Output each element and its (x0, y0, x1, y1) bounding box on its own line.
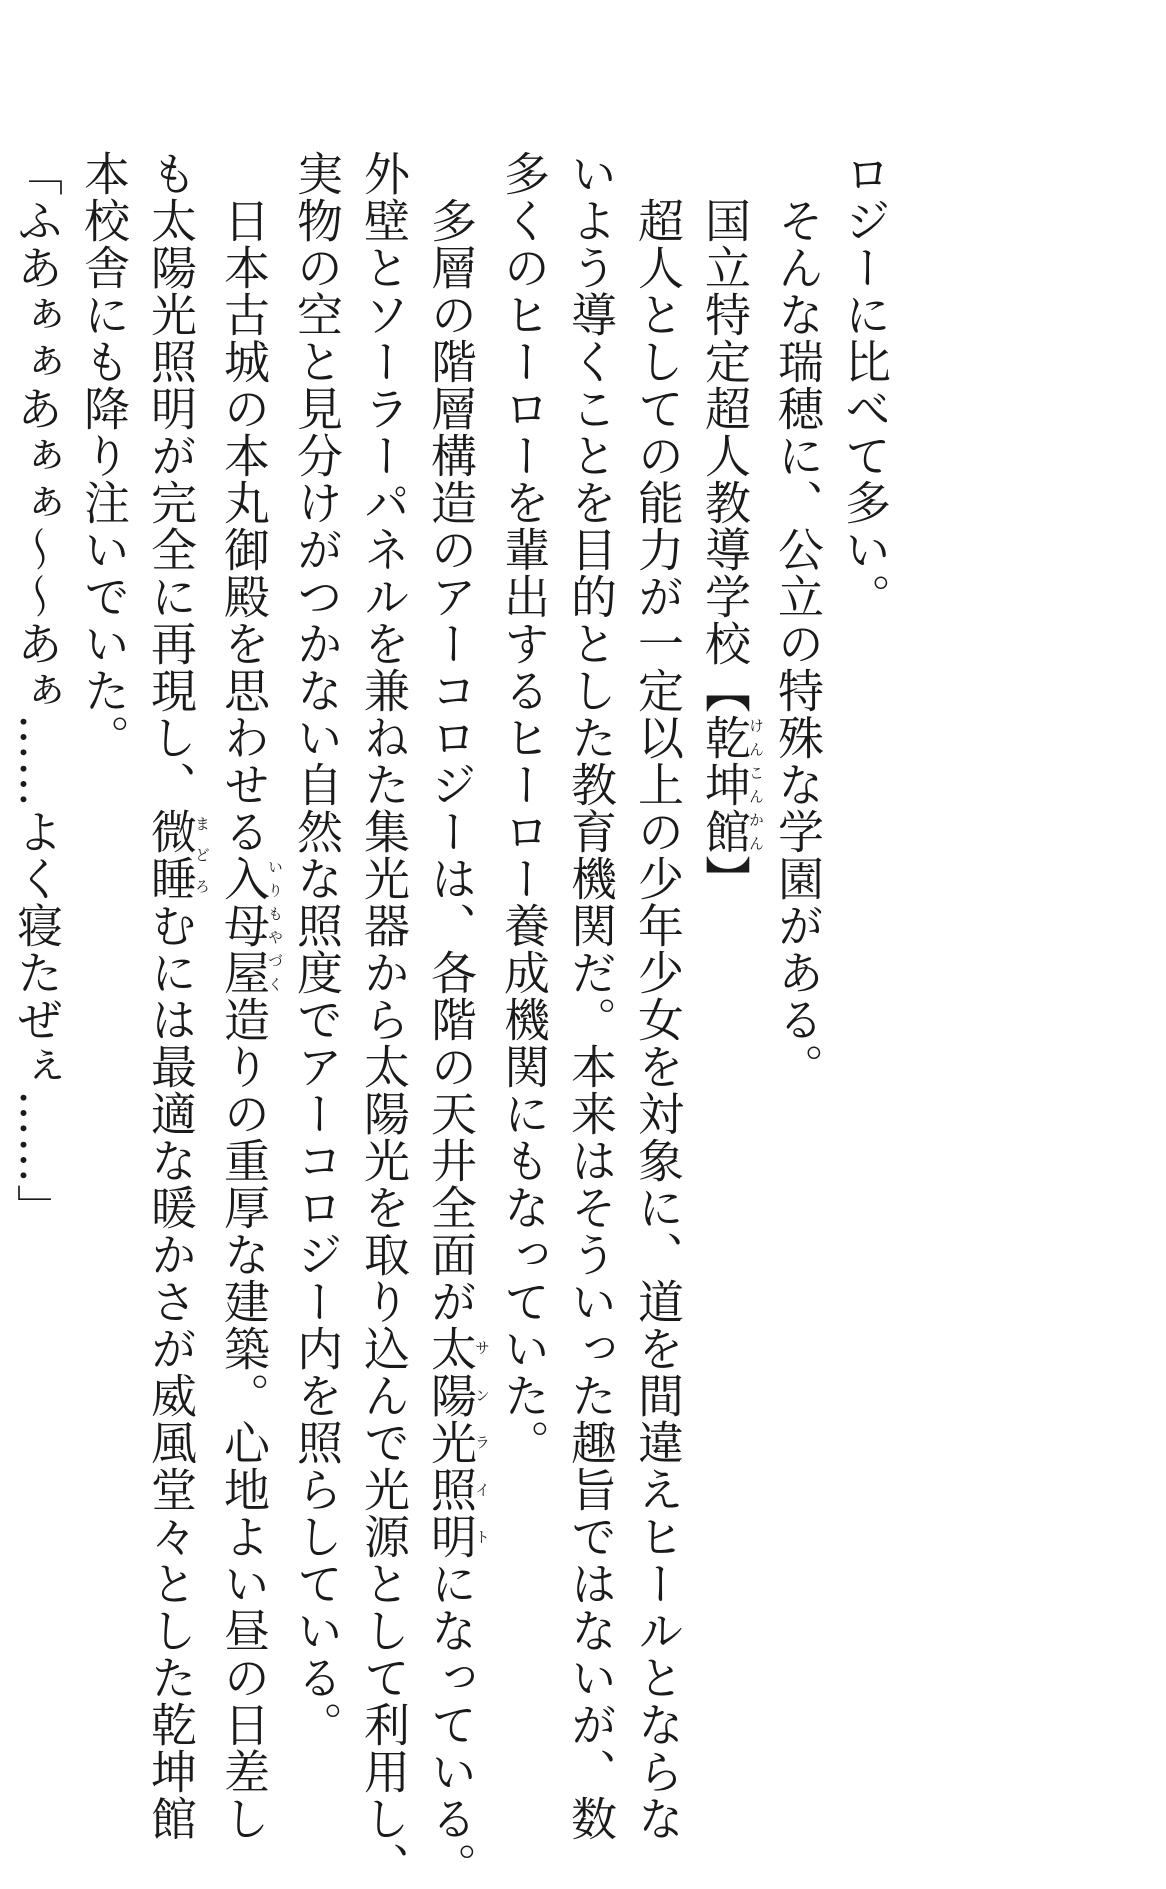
vertical-text-block (0, 150, 898, 1889)
text-line: ロジーに比べて多い。 (838, 150, 892, 620)
furigana: 入母屋いりもやづく (217, 855, 284, 996)
text-line: 実物の空と見分けがつかない自然な照度でアーコロジー内を照らしている。 (290, 150, 344, 1748)
text-line: 本校舎にも降り注いでいた。 (77, 150, 131, 761)
text-line: 多層の階層構造のアーコロジーは、各階の天井全面が太陽光照明サンライトになっている。 (424, 150, 491, 1889)
text-line (0, 150, 3, 1650)
text-line: 国立特定超人教導学校【乾坤館けんこんかん】 (698, 150, 765, 902)
text-line: 外壁とソーラーパネルを兼ねた集光器から太陽光を取り込んで光源として利用し、 (357, 150, 411, 1889)
text-line: いよう導くことを目的とした教育機関だ。本来はそういった趣旨ではないが、数 (564, 150, 618, 1842)
furigana: 太陽光照明サンライト (424, 1325, 491, 1560)
text-line: も太陽光照明が完全に再現し、微睡まどろむには最適な暖かさが威風堂々とした乾坤館 (144, 150, 211, 1842)
text-line: 日本古城の本丸御殿を思わせる入母屋いりもやづく造りの重厚な建築。心地よい昼の日差し (217, 150, 284, 1842)
text-line: 「ふあぁぁあぁぁ〜〜あぁ……よく寝たぜぇ……」 (10, 150, 64, 1231)
text-line: そんな瑞穂に、公立の特殊な学園がある。 (771, 150, 825, 1090)
furigana: 微睡まどろ (144, 808, 211, 902)
text-line: 多くのヒーローを輩出するヒーロー養成機関にもなっていた。 (497, 150, 551, 1466)
furigana: 乾坤館けんこんかん (698, 714, 765, 855)
text-line: 超人としての能力が一定以上の少年少女を対象に、道を間違えヒールとならな (631, 150, 685, 1842)
